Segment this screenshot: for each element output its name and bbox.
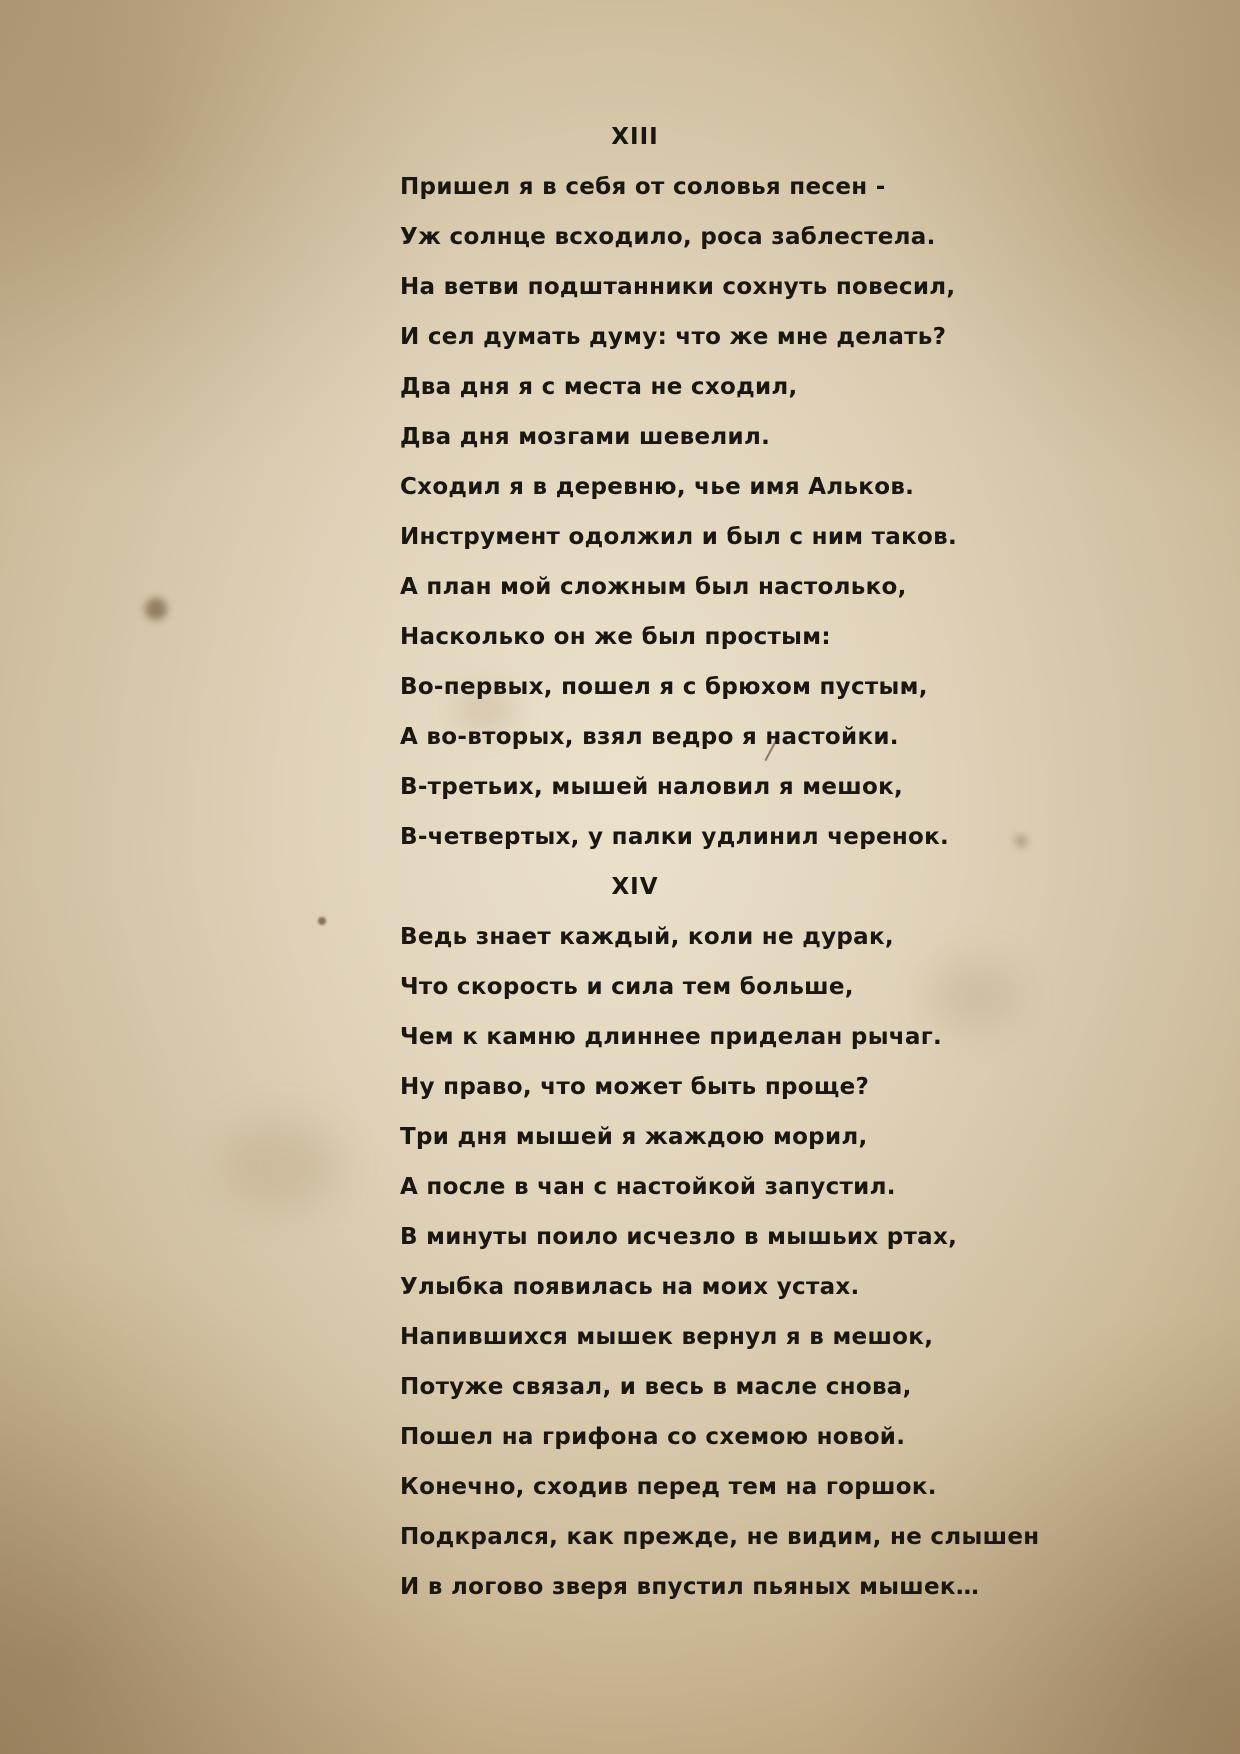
poem-line: Пошел на грифона со схемою новой. [400,1424,906,1450]
poem-line: Во-первых, пошел я с брюхом пустым, [400,674,928,700]
poem-line: Уж солнце всходило, роса заблестела. [400,224,936,250]
poem-line: И в логово зверя впустил пьяных мышек… [400,1574,980,1600]
poem-line: Три дня мышей я жаждою морил, [400,1124,868,1150]
poem-line: В-четвертых, у палки удлинил черенок. [400,824,950,850]
poem-line: Что скорость и сила тем больше, [400,974,854,1000]
poem-line: Пришел я в себя от соловья песен - [400,174,886,200]
poem-line: Два дня мозгами шевелил. [400,424,771,450]
poem-line: Напившихся мышек вернул я в мешок, [400,1324,934,1350]
poem-line: В-третьих, мышей наловил я мешок, [400,774,904,800]
poem-line: Ведь знает каждый, коли не дурак, [400,924,894,950]
stain-mark [318,917,326,925]
poem-line: А во-вторых, взял ведро я настойки. [400,724,899,750]
poem-line: Сходил я в деревню, чье имя Альков. [400,474,915,500]
poem-line: Инструмент одолжил и был с ним таков. [400,524,958,550]
poem-line: Конечно, сходив перед тем на горшок. [400,1474,937,1500]
poem-line: В минуты поило исчезло в мышьих ртах, [400,1224,958,1250]
poem-line: И сел думать думу: что же мне делать? [400,324,947,350]
poem-line: Чем к камню длиннее приделан рычаг. [400,1024,943,1050]
poem-line: Потуже связал, и весь в масле снова, [400,1374,912,1400]
poem-text [400,112,1040,1612]
stanza-heading-14: XIV [611,874,659,900]
poem-line: Ну право, что может быть проще? [400,1074,870,1100]
stanza-heading-13: XIII [611,124,659,150]
stain-mark [220,1120,340,1210]
poem-line: Улыбка появилась на моих устах. [400,1274,860,1300]
poem-line: А после в чан с настойкой запустил. [400,1174,896,1200]
poem-line: Подкрался, как прежде, не видим, не слышен [400,1524,1040,1550]
poem-line: На ветви подштанники сохнуть повесил, [400,274,956,300]
poem-line: А план мой сложным был настолько, [400,574,907,600]
poem-line: Насколько он же был простым: [400,624,831,650]
poem-line: Два дня я с места не сходил, [400,374,798,400]
stain-mark [145,598,167,620]
